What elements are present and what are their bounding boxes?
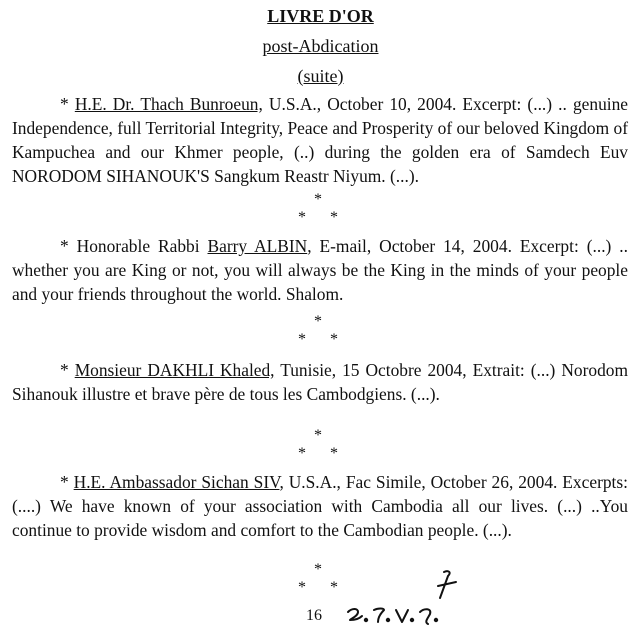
page-subtitle: post-Abdication	[262, 36, 379, 56]
separator-star: *	[330, 579, 338, 596]
separator-star: *	[314, 561, 322, 578]
entry-dakhli-khaled	[12, 358, 628, 406]
entry-author-name: H.E. Ambassador Sichan SIV	[73, 472, 280, 492]
entry-text: , U.S.A., Fac Simile, October 26, 2004. Excerpts: (....) We have known of your association with Cambodia all our lives. (...) ..You continue to provide wisdom and comfort to the Cambodian people. (...).	[12, 472, 628, 540]
signature-dot	[435, 619, 437, 621]
entry-author-name: Monsieur DAKHLI Khaled,	[74, 360, 275, 380]
signature-dot	[387, 619, 389, 621]
entry-author-name: Barry ALBIN	[207, 236, 308, 256]
handwritten-signature	[344, 568, 474, 628]
page-number: 16	[306, 607, 322, 624]
separator-star: *	[330, 331, 338, 348]
entry-barry-albin	[12, 234, 628, 306]
entry-prefix: Honorable Rabbi	[76, 236, 208, 256]
signature-stroke	[348, 609, 362, 620]
separator-star: *	[298, 331, 306, 348]
entry-text: U.S.A., October 10, 2004. Excerpt: (...) .. genuine Independence, full Territorial Integrity, Peace and Prosperity of our beloved Kingdom of Kampuchea and our Khmer people, (..) during the golden era of Samdech Euv NORODOM SIHANOUK'S Sangkum Reastr Niyum. (...).	[12, 94, 629, 186]
page-title: LIVRE D'OR	[267, 6, 374, 26]
entry-sichan-siv	[12, 470, 628, 542]
separator-star: *	[298, 445, 306, 462]
signature-stroke	[374, 609, 384, 623]
signature-stroke	[420, 609, 430, 624]
entry-bullet: *	[60, 94, 75, 114]
separator-star: *	[298, 579, 306, 596]
entry-bullet: *	[60, 236, 77, 256]
signature-dot	[365, 619, 367, 621]
entry-bullet: *	[60, 360, 75, 380]
signature-dot	[411, 619, 413, 621]
separator-star: *	[314, 191, 322, 208]
separator-star: *	[330, 209, 338, 226]
signature-stroke	[438, 571, 456, 598]
entry-author-name: H.E. Dr. Thach Bunroeun,	[74, 94, 263, 114]
separator-star: *	[314, 313, 322, 330]
separator-star: *	[298, 209, 306, 226]
separator-star: *	[330, 445, 338, 462]
page-suite-label: (suite)	[297, 66, 344, 86]
entry-bullet: *	[60, 472, 74, 492]
separator-star: *	[314, 427, 322, 444]
entry-text: , E-mail, October 14, 2004. Excerpt: (...) .. whether you are King or not, you will always be the King in the minds of your people and your friends throughout the world. Shalom.	[12, 236, 628, 304]
signature-stroke	[396, 610, 408, 622]
entry-thach-bunroeun	[12, 92, 628, 188]
entry-text: Tunisie, 15 Octobre 2004, Extrait: (...) Norodom Sihanouk illustre et brave père de tous les Cambodgiens. (...).	[12, 360, 628, 404]
